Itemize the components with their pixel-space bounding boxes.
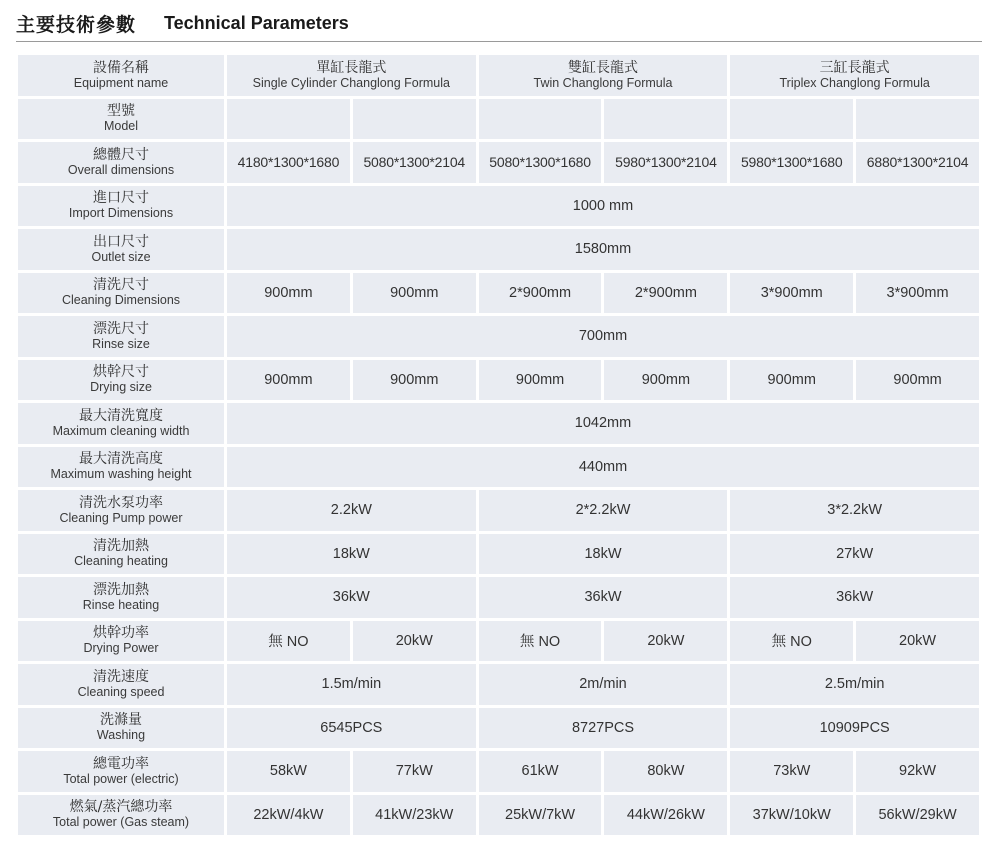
row-label-model: 型號 Model (18, 99, 224, 140)
table-cell: 10909PCS (730, 708, 979, 749)
row-label-max-washing-height: 最大清洗高度 Maximum washing height (18, 447, 224, 488)
table-cell: 700mm (227, 316, 979, 357)
table-cell: 56kW/29kW (856, 795, 979, 836)
table-cell (227, 99, 350, 140)
table-cell: 5080*1300*1680 (479, 142, 602, 183)
row-label-overall-dimensions: 總體尺寸 Overall dimensions (18, 142, 224, 183)
table-cell: 900mm (353, 273, 476, 314)
table-row-washing (18, 708, 979, 749)
table-cell: 1.5m/min (227, 664, 476, 705)
table-cell: 無 NO (730, 621, 853, 662)
table-cell: 8727PCS (479, 708, 728, 749)
table-cell: 61kW (479, 751, 602, 792)
row-label-cleaning-speed: 清洗速度 Cleaning speed (18, 664, 224, 705)
column-header-triplex: 三缸長龍式 Triplex Changlong Formula (730, 55, 979, 96)
table-cell: 1042mm (227, 403, 979, 444)
table-cell: 41kW/23kW (353, 795, 476, 836)
table-cell: 900mm (227, 360, 350, 401)
table-cell: 2m/min (479, 664, 728, 705)
table-cell: 18kW (227, 534, 476, 575)
table-cell: 無 NO (227, 621, 350, 662)
table-cell: 92kW (856, 751, 979, 792)
table-row-total-power-electric (18, 751, 979, 792)
table-row-overall-dimensions (18, 142, 979, 183)
table-cell: 25kW/7kW (479, 795, 602, 836)
table-cell (730, 99, 853, 140)
table-cell: 440mm (227, 447, 979, 488)
table-row-rinse-size (18, 316, 979, 357)
page-title-zh: 主要技術參數 (16, 14, 137, 36)
column-header-single: 單缸長龍式 Single Cylinder Changlong Formula (227, 55, 476, 96)
table-row-outlet-size (18, 229, 979, 270)
table-cell: 20kW (353, 621, 476, 662)
table-row-equipment-name (18, 55, 979, 96)
table-cell: 2*2.2kW (479, 490, 728, 531)
table-cell: 900mm (730, 360, 853, 401)
table-cell: 2*900mm (479, 273, 602, 314)
row-label-cleaning-dimensions: 清洗尺寸 Cleaning Dimensions (18, 273, 224, 314)
table-cell: 無 NO (479, 621, 602, 662)
table-row-drying-size (18, 360, 979, 401)
table-cell: 900mm (856, 360, 979, 401)
table-cell: 2*900mm (604, 273, 727, 314)
table-row-model (18, 99, 979, 140)
table-cell: 20kW (856, 621, 979, 662)
column-header-twin: 雙缸長龍式 Twin Changlong Formula (479, 55, 728, 96)
table-cell: 3*2.2kW (730, 490, 979, 531)
table-cell: 3*900mm (856, 273, 979, 314)
row-label-drying-power: 烘幹功率 Drying Power (18, 621, 224, 662)
table-row-import-dimensions (18, 186, 979, 227)
row-label-cleaning-heating: 清洗加熱 Cleaning heating (18, 534, 224, 575)
table-cell: 5080*1300*2104 (353, 142, 476, 183)
table-cell: 4180*1300*1680 (227, 142, 350, 183)
table-cell: 22kW/4kW (227, 795, 350, 836)
table-cell: 36kW (730, 577, 979, 618)
table-row-drying-power (18, 621, 979, 662)
table-cell: 5980*1300*2104 (604, 142, 727, 183)
table-cell: 900mm (479, 360, 602, 401)
row-label-drying-size: 烘幹尺寸 Drying size (18, 360, 224, 401)
row-label-rinse-size: 漂洗尺寸 Rinse size (18, 316, 224, 357)
table-cell: 2.5m/min (730, 664, 979, 705)
table-row-cleaning-speed (18, 664, 979, 705)
table-cell: 37kW/10kW (730, 795, 853, 836)
table-row-cleaning-dimensions (18, 273, 979, 314)
table-cell: 58kW (227, 751, 350, 792)
table-cell: 2.2kW (227, 490, 476, 531)
table-cell: 900mm (227, 273, 350, 314)
table-cell: 6880*1300*2104 (856, 142, 979, 183)
table-cell: 44kW/26kW (604, 795, 727, 836)
table-cell: 6545PCS (227, 708, 476, 749)
page-header (0, 0, 1000, 42)
table-cell: 36kW (227, 577, 476, 618)
row-label-outlet-size: 出口尺寸 Outlet size (18, 229, 224, 270)
table-cell (479, 99, 602, 140)
row-label-total-power-electric: 總電功率 Total power (electric) (18, 751, 224, 792)
table-cell: 80kW (604, 751, 727, 792)
table-cell: 20kW (604, 621, 727, 662)
row-label-import-dimensions: 進口尺寸 Import Dimensions (18, 186, 224, 227)
table-row-max-cleaning-width (18, 403, 979, 444)
table-cell: 900mm (353, 360, 476, 401)
table-cell (604, 99, 727, 140)
table-cell: 36kW (479, 577, 728, 618)
table-row-total-power-gas-steam (18, 795, 979, 836)
row-label-washing: 洗滌量 Washing (18, 708, 224, 749)
row-label-rinse-heating: 漂洗加熱 Rinse heating (18, 577, 224, 618)
table-row-cleaning-heating (18, 534, 979, 575)
table-row-max-washing-height (18, 447, 979, 488)
table-cell: 27kW (730, 534, 979, 575)
table-cell: 1000 mm (227, 186, 979, 227)
table-row-rinse-heating (18, 577, 979, 618)
table-cell: 1580mm (227, 229, 979, 270)
table-cell: 77kW (353, 751, 476, 792)
row-label-max-cleaning-width: 最大清洗寬度 Maximum cleaning width (18, 403, 224, 444)
page-title-en: Technical Parameters (164, 13, 349, 33)
table-cell: 900mm (604, 360, 727, 401)
table-cell: 3*900mm (730, 273, 853, 314)
table-cell: 73kW (730, 751, 853, 792)
table-cell (353, 99, 476, 140)
table-cell: 18kW (479, 534, 728, 575)
row-label-pump-power: 清洗水泵功率 Cleaning Pump power (18, 490, 224, 531)
table-cell: 5980*1300*1680 (730, 142, 853, 183)
row-label-equipment-name: 設備名稱 Equipment name (18, 55, 224, 96)
header-divider (16, 41, 982, 42)
parameters-table (15, 52, 982, 838)
table-row-pump-power (18, 490, 979, 531)
table-cell (856, 99, 979, 140)
row-label-total-power-gas-steam: 燃氣/蒸汽總功率 Total power (Gas steam) (18, 795, 224, 836)
